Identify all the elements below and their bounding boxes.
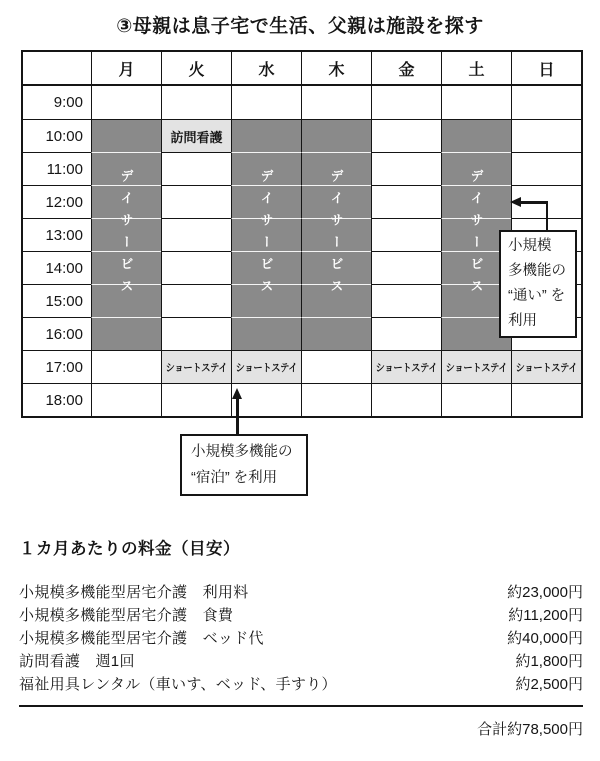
pricing-value: 約1,800円	[515, 653, 583, 670]
day-service-cell	[231, 284, 301, 317]
callout-kayoi-line: 利用	[508, 313, 537, 329]
short-stay-cell	[231, 350, 301, 383]
callout-shukuhaku	[180, 434, 308, 496]
day-service-vertical-label: デイサービス	[258, 168, 274, 301]
pricing-label: 小規模多機能型居宅介護 ベッド代	[19, 630, 264, 647]
time-label: 17:00	[23, 350, 91, 383]
pricing-row	[19, 650, 583, 673]
day-service-cell	[301, 185, 371, 218]
short-stay-label: ショートステイ	[235, 361, 298, 374]
day-header-sat: 土	[441, 52, 511, 86]
day-service-cell	[301, 218, 371, 251]
pricing-label: 訪問看護 週1回	[19, 653, 135, 670]
time-label: 15:00	[23, 284, 91, 317]
day-header-fri: 金	[371, 52, 441, 86]
schedule-cell	[231, 86, 301, 119]
time-label: 12:00	[23, 185, 91, 218]
day-service-cell	[231, 218, 301, 251]
callout-kayoi	[499, 230, 577, 338]
short-stay-label: ショートステイ	[445, 361, 508, 374]
day-header-wed: 水	[231, 52, 301, 86]
schedule-cell	[161, 251, 231, 284]
schedule-cell	[371, 317, 441, 350]
schedule-cell	[371, 185, 441, 218]
time-label: 16:00	[23, 317, 91, 350]
schedule-cell	[371, 86, 441, 119]
short-stay-label: ショートステイ	[515, 361, 578, 374]
pricing-section	[19, 535, 583, 739]
day-service-cell	[441, 119, 511, 152]
schedule-cell	[511, 86, 581, 119]
pricing-label: 福祉用具レンタル（車いす、ベッド、手すり）	[19, 676, 337, 693]
day-header-tue: 火	[161, 52, 231, 86]
schedule-cell	[161, 317, 231, 350]
schedule-cell	[231, 383, 301, 416]
schedule-cell	[511, 152, 581, 185]
day-service-cell	[231, 185, 301, 218]
pricing-value: 約40,000円	[507, 630, 583, 647]
schedule-cell	[301, 383, 371, 416]
day-service-cell	[91, 251, 161, 284]
day-header-thu: 木	[301, 52, 371, 86]
schedule-cell	[301, 86, 371, 119]
schedule-cell	[91, 86, 161, 119]
callout-shukuhaku-line: 小規模多機能の	[191, 444, 293, 460]
schedule-cell	[301, 350, 371, 383]
visiting-nurse-cell: 訪問看護	[161, 119, 231, 152]
schedule-cell	[371, 152, 441, 185]
schedule-cell	[161, 218, 231, 251]
schedule-cell	[371, 383, 441, 416]
short-stay-label: ショートステイ	[375, 361, 438, 374]
schedule-cell	[371, 251, 441, 284]
schedule-cell	[441, 383, 511, 416]
corner-cell	[23, 52, 91, 86]
callout-kayoi-line: 多機能の	[508, 263, 566, 279]
day-service-cell	[231, 119, 301, 152]
page-title: ③母親は息子宅で生活、父親は施設を探す	[116, 16, 484, 37]
day-service-cell	[301, 152, 371, 185]
schedule-cell	[371, 119, 441, 152]
short-stay-cell	[161, 350, 231, 383]
schedule-cell	[91, 350, 161, 383]
day-service-vertical-label: デイサービス	[328, 168, 344, 301]
time-label: 11:00	[23, 152, 91, 185]
kayoi-arrow-line-vertical	[546, 201, 549, 232]
callout-shukuhaku-line: “宿泊” を利用	[191, 470, 278, 486]
kayoi-arrow-line-horizontal	[520, 201, 548, 204]
callout-kayoi-line: “通い” を	[508, 288, 566, 304]
time-label: 10:00	[23, 119, 91, 152]
schedule-cell	[441, 86, 511, 119]
shukuhaku-arrow-line	[236, 398, 239, 435]
time-label: 14:00	[23, 251, 91, 284]
short-stay-cell	[441, 350, 511, 383]
day-service-cell	[301, 284, 371, 317]
schedule-cell	[511, 119, 581, 152]
day-service-cell	[231, 317, 301, 350]
schedule-cell	[371, 284, 441, 317]
day-service-cell	[231, 251, 301, 284]
day-service-cell	[301, 119, 371, 152]
schedule-cell	[511, 383, 581, 416]
day-service-vertical-label: デイサービス	[468, 168, 484, 301]
callout-kayoi-line: 小規模	[508, 238, 552, 254]
short-stay-label: ショートステイ	[165, 361, 228, 374]
day-service-cell	[441, 185, 511, 218]
schedule-cell	[161, 383, 231, 416]
day-service-cell	[301, 317, 371, 350]
schedule-cell	[161, 86, 231, 119]
day-header-mon: 月	[91, 52, 161, 86]
pricing-label: 小規模多機能型居宅介護 利用料	[19, 584, 249, 601]
schedule-cell	[161, 185, 231, 218]
schedule-cell	[91, 383, 161, 416]
pricing-label: 小規模多機能型居宅介護 食費	[19, 607, 234, 624]
day-service-cell	[91, 218, 161, 251]
pricing-row	[19, 627, 583, 650]
pricing-value: 約2,500円	[515, 676, 583, 693]
day-service-cell	[91, 185, 161, 218]
day-service-cell	[441, 152, 511, 185]
pricing-row	[19, 604, 583, 627]
pricing-value: 約11,200円	[508, 607, 583, 624]
pricing-total: 合計約78,500円	[477, 721, 583, 738]
day-service-vertical-label: デイサービス	[118, 168, 134, 301]
time-label: 13:00	[23, 218, 91, 251]
pricing-row	[19, 581, 583, 604]
day-service-cell	[91, 317, 161, 350]
day-service-cell	[91, 152, 161, 185]
pricing-row	[19, 673, 583, 696]
schedule-cell	[161, 284, 231, 317]
day-service-cell	[91, 119, 161, 152]
schedule-cell	[161, 152, 231, 185]
schedule-cell	[371, 218, 441, 251]
day-service-cell	[301, 251, 371, 284]
short-stay-cell	[511, 350, 581, 383]
day-header-sun: 日	[511, 52, 581, 86]
pricing-heading: １カ月あたりの料金（目安）	[19, 540, 240, 558]
time-label: 18:00	[23, 383, 91, 416]
pricing-value: 約23,000円	[507, 584, 583, 601]
day-service-cell	[231, 152, 301, 185]
day-service-cell	[91, 284, 161, 317]
short-stay-cell	[371, 350, 441, 383]
pricing-total-divider	[19, 705, 583, 739]
time-label: 9:00	[53, 94, 83, 111]
